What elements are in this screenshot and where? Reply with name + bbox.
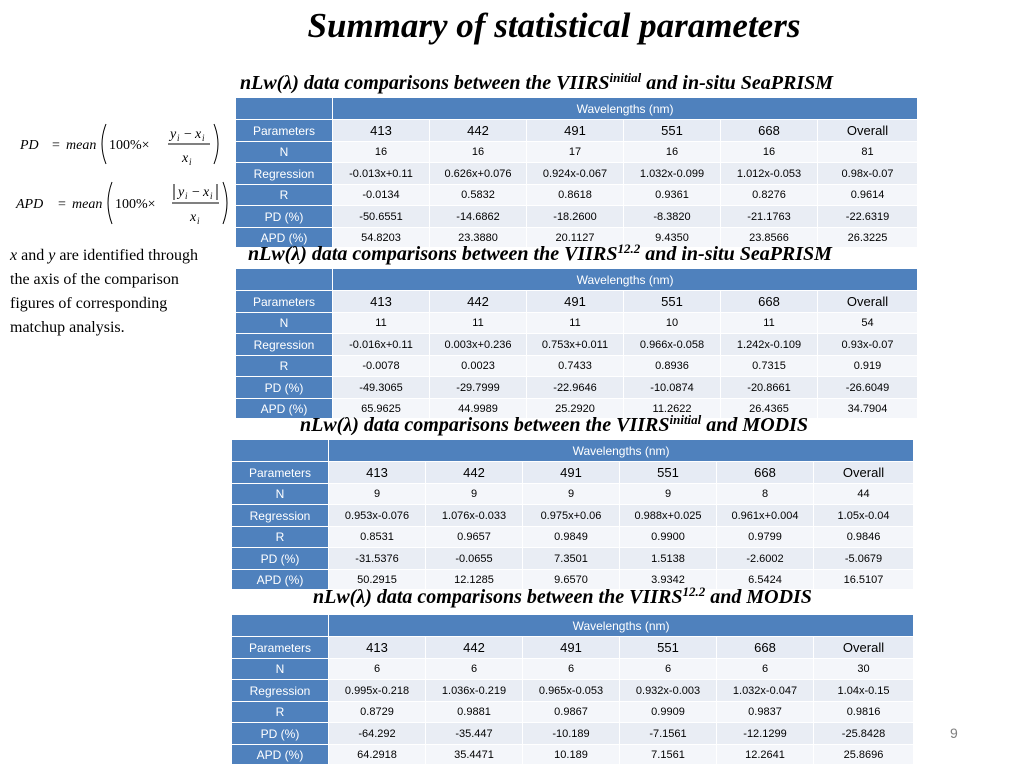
row-label: N [236, 313, 333, 334]
table-cell: 6 [426, 659, 523, 680]
table-cell: -50.6551 [333, 206, 430, 228]
row-label: PD (%) [236, 377, 333, 399]
x-sub: i [210, 191, 213, 201]
col-header: 413 [329, 462, 426, 484]
table-row [236, 377, 918, 399]
table-cell: 0.965x-0.053 [523, 680, 620, 702]
table-cell: 0.8276 [721, 185, 818, 206]
table-cell: 11 [527, 313, 624, 334]
row-label: APD (%) [236, 399, 333, 419]
corner-cell [236, 269, 333, 291]
table-cell: 0.7315 [721, 356, 818, 377]
table-cell: 44 [814, 484, 914, 505]
percent-label: 100%× [115, 197, 156, 212]
table-cell: 1.5138 [620, 548, 717, 570]
table-cell: 0.9799 [717, 527, 814, 548]
stats-table [235, 97, 918, 248]
table-cell: 9.4350 [624, 228, 721, 248]
group-header: Wavelengths (nm) [333, 98, 918, 120]
table-cell: -64.292 [329, 723, 426, 745]
table-cell: 9 [329, 484, 426, 505]
row-label: N [232, 659, 329, 680]
x-sub-denominator: i [197, 216, 200, 226]
col-header: 668 [721, 291, 818, 313]
table-cell: 0.919 [818, 356, 918, 377]
section-title: nLw(λ) data comparisons between the $VIIRS^{12.2}$ and MODIS [313, 584, 812, 608]
table-cell: 17 [527, 142, 624, 163]
percent-label: 100%× [109, 138, 150, 153]
table-cell: 0.7433 [527, 356, 624, 377]
table-cell: 1.05x-0.04 [814, 505, 914, 527]
param-header: Parameters [236, 291, 333, 313]
table-row [232, 680, 914, 702]
table-cell: 0.5832 [430, 185, 527, 206]
table-cell: -22.9646 [527, 377, 624, 399]
section-title: nLw(λ) data comparisons between the $VIIRS^{initial}$ and MODIS [300, 412, 808, 436]
table-cell: -2.6002 [717, 548, 814, 570]
minus-sign: − [192, 185, 200, 200]
x-var: x [203, 185, 210, 200]
table-cell: 65.9625 [333, 399, 430, 419]
table-cell: 0.9846 [814, 527, 914, 548]
table-cell: -0.0655 [426, 548, 523, 570]
col-header: Overall [814, 462, 914, 484]
col-header: 491 [527, 291, 624, 313]
table-cell: 20.1127 [527, 228, 624, 248]
table-cell: 16 [721, 142, 818, 163]
table-cell: 3.9342 [620, 570, 717, 590]
table-cell: 0.9614 [818, 185, 918, 206]
table-cell: 8 [717, 484, 814, 505]
section-title: nLw(λ) data comparisons between the $VIIRS^{initial}$ and in-situ SeaPRISM [240, 70, 834, 94]
col-header: Overall [818, 120, 918, 142]
table-cell: 0.975x+0.06 [523, 505, 620, 527]
table-cell: 0.966x-0.058 [624, 334, 721, 356]
row-label: PD (%) [236, 206, 333, 228]
col-header: 551 [620, 637, 717, 659]
page-number: 9 [950, 725, 958, 741]
table-row [232, 659, 914, 680]
row-label: N [232, 484, 329, 505]
table-row [236, 185, 918, 206]
table-cell: 0.995x-0.218 [329, 680, 426, 702]
table-cell: 6 [717, 659, 814, 680]
table-cell: 6 [523, 659, 620, 680]
col-header: 551 [624, 120, 721, 142]
table-cell: 0.988x+0.025 [620, 505, 717, 527]
table-cell: 64.2918 [329, 745, 426, 765]
group-header: Wavelengths (nm) [329, 440, 914, 462]
table-cell: 9.6570 [523, 570, 620, 590]
table-cell: 7.1561 [620, 745, 717, 765]
table-cell: 25.2920 [527, 399, 624, 419]
table-cell: -0.016x+0.11 [333, 334, 430, 356]
table-cell: 0.626x+0.076 [430, 163, 527, 185]
x-var: x [195, 127, 202, 142]
table-cell: 0.9909 [620, 702, 717, 723]
table-cell: -25.8428 [814, 723, 914, 745]
table-cell: -0.0134 [333, 185, 430, 206]
param-header: Parameters [232, 462, 329, 484]
pd-formula [18, 118, 228, 170]
table-cell: 11 [430, 313, 527, 334]
table-cell: 16 [430, 142, 527, 163]
table-cell: 0.9837 [717, 702, 814, 723]
table-cell: 12.2641 [717, 745, 814, 765]
note-x: x [10, 247, 18, 264]
row-label: Regression [236, 334, 333, 356]
slide-title: Summary of statistical parameters [307, 6, 801, 45]
table-cell: 1.012x-0.053 [721, 163, 818, 185]
table-cell: 1.242x-0.109 [721, 334, 818, 356]
table-row [232, 702, 914, 723]
y-var: y [178, 185, 185, 200]
table-cell: 6 [329, 659, 426, 680]
x-sub: i [202, 133, 205, 143]
row-label: Regression [232, 505, 329, 527]
table-cell: 23.8566 [721, 228, 818, 248]
table-cell: 11.2622 [624, 399, 721, 419]
table-cell: 11 [333, 313, 430, 334]
table-cell: -8.3820 [624, 206, 721, 228]
table-cell: -10.189 [523, 723, 620, 745]
table-cell: -35.447 [426, 723, 523, 745]
section-title: nLw(λ) data comparisons between the $VIIRS^{12.2}$ and in-situ SeaPRISM [248, 241, 832, 265]
table-cell: -31.5376 [329, 548, 426, 570]
table-cell: 11 [721, 313, 818, 334]
table-cell: 0.9867 [523, 702, 620, 723]
table-cell: -49.3065 [333, 377, 430, 399]
table-cell: 54 [818, 313, 918, 334]
table-cell: 0.003x+0.236 [430, 334, 527, 356]
axis-note [10, 244, 215, 340]
table-cell: 16 [333, 142, 430, 163]
table-cell: 26.3225 [818, 228, 918, 248]
table-cell: 0.953x-0.076 [329, 505, 426, 527]
x-var-denominator: x [182, 151, 189, 166]
row-label: APD (%) [232, 570, 329, 590]
table-cell: 0.9849 [523, 527, 620, 548]
row-label: Regression [232, 680, 329, 702]
x-var-denominator: x [190, 210, 197, 225]
table-cell: -21.1763 [721, 206, 818, 228]
table-cell: 0.932x-0.003 [620, 680, 717, 702]
corner-cell [232, 615, 329, 637]
pd-label: PD [20, 138, 39, 153]
row-label: N [236, 142, 333, 163]
table-cell: 81 [818, 142, 918, 163]
row-label: R [232, 702, 329, 723]
col-header: 668 [717, 637, 814, 659]
table-row [236, 206, 918, 228]
row-label: APD (%) [236, 228, 333, 248]
stats-table [235, 268, 918, 419]
table-cell: -0.0078 [333, 356, 430, 377]
table-row [232, 505, 914, 527]
col-header: Overall [818, 291, 918, 313]
table-cell: -10.0874 [624, 377, 721, 399]
corner-cell [236, 98, 333, 120]
table-cell: -18.2600 [527, 206, 624, 228]
table-cell: 50.2915 [329, 570, 426, 590]
table-cell: 26.4365 [721, 399, 818, 419]
table-cell: -7.1561 [620, 723, 717, 745]
table-cell: -22.6319 [818, 206, 918, 228]
y-sub: i [185, 191, 188, 201]
table-row [232, 723, 914, 745]
table-cell: 0.8936 [624, 356, 721, 377]
apd-label: APD [16, 197, 44, 212]
col-header: 668 [721, 120, 818, 142]
table-cell: 6.5424 [717, 570, 814, 590]
table-cell: 1.04x-0.15 [814, 680, 914, 702]
y-sub: i [177, 133, 180, 143]
table-cell: 1.076x-0.033 [426, 505, 523, 527]
table-cell: 30 [814, 659, 914, 680]
row-label: R [236, 356, 333, 377]
table-cell: 0.9361 [624, 185, 721, 206]
table-row [236, 142, 918, 163]
stats-table [231, 614, 914, 765]
col-header: 442 [430, 291, 527, 313]
table-cell: 0.9900 [620, 527, 717, 548]
table-cell: 0.0023 [430, 356, 527, 377]
table-cell: 16 [624, 142, 721, 163]
y-var: y [170, 127, 177, 142]
table-cell: -20.8661 [721, 377, 818, 399]
row-label: PD (%) [232, 548, 329, 570]
note-rest: are identified through the axis of the comparison figures of corresponding matchup analysis. [10, 247, 198, 336]
col-header: 442 [426, 462, 523, 484]
table-cell: 0.9816 [814, 702, 914, 723]
table-cell: 1.036x-0.219 [426, 680, 523, 702]
row-label: Regression [236, 163, 333, 185]
table-cell: -26.6049 [818, 377, 918, 399]
row-label: R [236, 185, 333, 206]
table-cell: 10 [624, 313, 721, 334]
table-cell: 1.032x-0.099 [624, 163, 721, 185]
col-header: 551 [624, 291, 721, 313]
table-cell: 6 [620, 659, 717, 680]
row-label: APD (%) [232, 745, 329, 765]
table-cell: 1.032x-0.047 [717, 680, 814, 702]
col-header: 551 [620, 462, 717, 484]
param-header: Parameters [232, 637, 329, 659]
x-sub-denominator: i [189, 157, 192, 167]
equals-sign: = [52, 138, 60, 153]
table-row [232, 745, 914, 765]
table-cell: 44.9989 [430, 399, 527, 419]
table-cell: 23.3880 [430, 228, 527, 248]
table-cell: 0.8618 [527, 185, 624, 206]
table-cell: -29.7999 [430, 377, 527, 399]
col-header: 413 [329, 637, 426, 659]
table-row [236, 356, 918, 377]
table-row [232, 527, 914, 548]
col-header: 413 [333, 291, 430, 313]
table-cell: 0.98x-0.07 [818, 163, 918, 185]
group-header: Wavelengths (nm) [333, 269, 918, 291]
table-cell: -14.6862 [430, 206, 527, 228]
note-and: and [17, 247, 49, 264]
table-cell: 9 [426, 484, 523, 505]
table-cell: 35.4471 [426, 745, 523, 765]
mean-label: mean [66, 138, 97, 153]
table-cell: 10.189 [523, 745, 620, 765]
note-y: y [48, 247, 56, 264]
table-row [232, 484, 914, 505]
table-cell: 16.5107 [814, 570, 914, 590]
table-cell: 0.9657 [426, 527, 523, 548]
table-cell: -0.013x+0.11 [333, 163, 430, 185]
table-row [236, 334, 918, 356]
table-cell: 0.8729 [329, 702, 426, 723]
table-cell: 0.8531 [329, 527, 426, 548]
minus-sign: − [184, 127, 192, 142]
col-header: 491 [523, 462, 620, 484]
table-cell: 0.93x-0.07 [818, 334, 918, 356]
group-header: Wavelengths (nm) [329, 615, 914, 637]
table-cell: 12.1285 [426, 570, 523, 590]
table-cell: -5.0679 [814, 548, 914, 570]
col-header: 413 [333, 120, 430, 142]
apd-formula [14, 176, 234, 230]
table-cell: 9 [523, 484, 620, 505]
table-cell: 0.753x+0.011 [527, 334, 624, 356]
table-cell: 0.9881 [426, 702, 523, 723]
table-cell: -12.1299 [717, 723, 814, 745]
table-row [232, 548, 914, 570]
col-header: Overall [814, 637, 914, 659]
table-cell: 54.8203 [333, 228, 430, 248]
col-header: 491 [527, 120, 624, 142]
col-header: 442 [430, 120, 527, 142]
col-header: 491 [523, 637, 620, 659]
table-cell: 34.7904 [818, 399, 918, 419]
corner-cell [232, 440, 329, 462]
table-cell: 0.924x-0.067 [527, 163, 624, 185]
row-label: PD (%) [232, 723, 329, 745]
table-row [236, 313, 918, 334]
table-row [236, 163, 918, 185]
mean-label: mean [72, 197, 103, 212]
param-header: Parameters [236, 120, 333, 142]
table-cell: 9 [620, 484, 717, 505]
table-cell: 7.3501 [523, 548, 620, 570]
col-header: 442 [426, 637, 523, 659]
table-cell: 25.8696 [814, 745, 914, 765]
row-label: R [232, 527, 329, 548]
stats-table [231, 439, 914, 590]
table-cell: 0.961x+0.004 [717, 505, 814, 527]
equals-sign: = [58, 197, 66, 212]
col-header: 668 [717, 462, 814, 484]
